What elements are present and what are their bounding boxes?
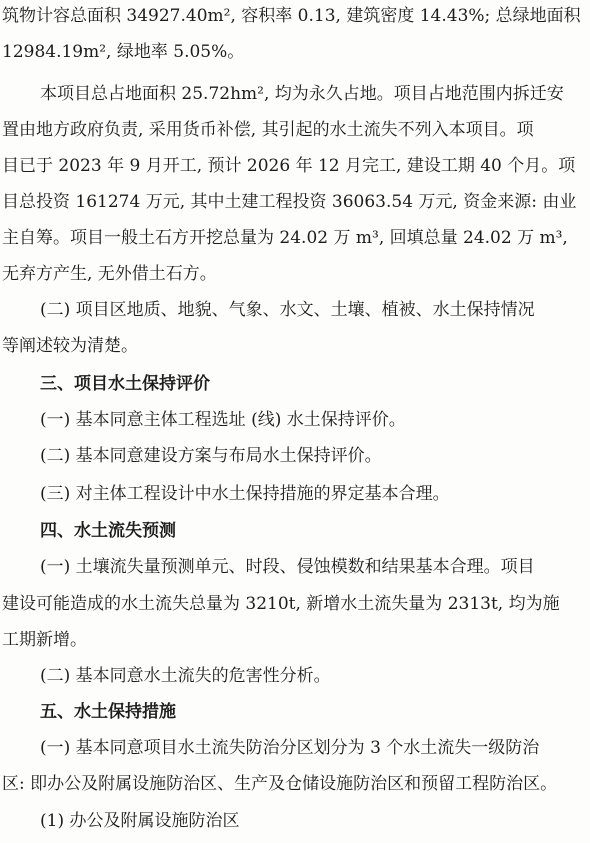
paragraph-line: (二) 项目区地质、地貌、气象、水文、土壤、植被、水土保持情况 [40,300,535,320]
paragraph-line: (二) 基本同意建设方案与布局水土保持评价。 [40,446,382,466]
paragraph-line: 筑物计容总面积 34927.40m², 容积率 0.13, 建筑密度 14.43%; 总绿地面积 [2,6,581,26]
section-heading: 四、水土流失预测 [40,521,176,541]
paragraph-line: (一) 土壤流失量预测单元、时段、侵蚀模数和结果基本合理。项目 [40,557,535,577]
paragraph-line: (三) 对主体工程设计中水土保持措施的界定基本合理。 [40,484,450,504]
paragraph-line: 目总投资 161274 万元, 其中土建工程投资 36063.54 万元, 资金来源: 由业 [2,192,577,212]
paragraph-line: 主自筹。项目一般土石方开挖总量为 24.02 万 m³, 回填总量 24.02 万 m³, [2,228,568,248]
paragraph-line: (一) 基本同意主体工程选址 (线) 水土保持评价。 [40,410,406,430]
paragraph-line: 区: 即办公及附属设施防治区、生产及仓储设施防治区和预留工程防治区。 [2,774,558,794]
paragraph-line: 无弃方产生, 无外借土石方。 [2,264,217,284]
section-heading: 三、项目水土保持评价 [40,374,210,394]
paragraph-line: 12984.19m², 绿地率 5.05%。 [2,42,245,62]
paragraph-line: 本项目总占地面积 25.72hm², 均为永久占地。项目占地范围内拆迁安 [40,84,564,104]
paragraph-line: 工期新增。 [2,630,87,650]
paragraph-line: 置由地方政府负责, 采用货币补偿, 其引起的水土流失不列入本项目。项 [2,120,534,140]
paragraph-line: (一) 基本同意项目水土流失防治分区划分为 3 个水土流失一级防治 [40,738,540,758]
section-heading: 五、水土保持措施 [40,702,176,722]
paragraph-line: (1) 办公及附属设施防治区 [40,811,240,831]
paragraph-line: 等阐述较为清楚。 [2,336,138,356]
paragraph-line: 目已于 2023 年 9 月开工, 预计 2026 年 12 月完工, 建设工期 40 个月。项 [2,156,576,176]
paragraph-line: (二) 基本同意水土流失的危害性分析。 [40,666,331,686]
paragraph-line: 建设可能造成的水土流失总量为 3210t, 新增水土流失量为 2313t, 均为施 [2,594,560,614]
